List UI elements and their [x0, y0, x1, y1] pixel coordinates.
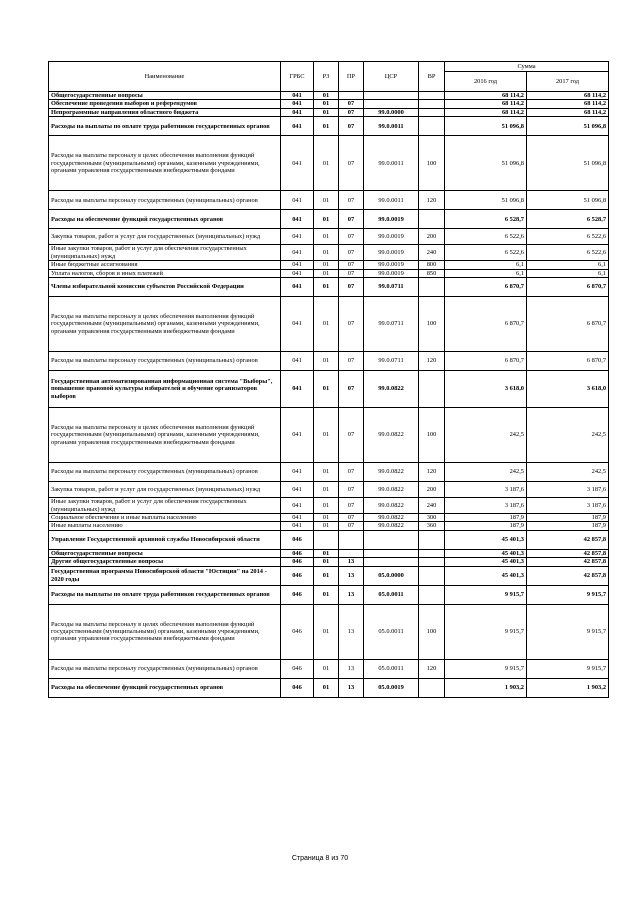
cell-2017: 242,5: [527, 463, 609, 482]
table-row: [49, 261, 609, 269]
cell-2016: 3 187,6: [445, 498, 527, 514]
cell-rz: 01: [314, 585, 339, 604]
table-row: [49, 530, 609, 549]
cell-csr: 99.0.0019: [364, 269, 419, 277]
cell-2017: 42 857,8: [527, 558, 609, 566]
cell-pr: 07: [339, 463, 364, 482]
cell-grbs: 046: [281, 530, 314, 549]
cell-2017: 187,9: [527, 514, 609, 522]
header-csr: ЦСР: [364, 62, 419, 92]
cell-2017: 3 187,6: [527, 482, 609, 498]
cell-vr: [419, 566, 445, 585]
cell-2016: 6,1: [445, 261, 527, 269]
cell-2016: 6 870,7: [445, 278, 527, 297]
cell-2016: 242,5: [445, 408, 527, 463]
cell-2017: 1 903,2: [527, 678, 609, 697]
cell-name: Государственная автоматизированная информационная система "Выборы", повышение правовой культуры избирателей и обучение организаторов выборов: [49, 371, 281, 408]
cell-pr: 07: [339, 261, 364, 269]
cell-pr: 07: [339, 522, 364, 530]
cell-pr: 13: [339, 659, 364, 678]
cell-grbs: 041: [281, 352, 314, 371]
cell-vr: [419, 530, 445, 549]
cell-grbs: 046: [281, 549, 314, 557]
cell-csr: 99.0.0822: [364, 498, 419, 514]
table-row: [49, 108, 609, 116]
cell-csr: 99.0.0011: [364, 191, 419, 210]
cell-2016: 45 401,3: [445, 530, 527, 549]
cell-grbs: 041: [281, 297, 314, 352]
cell-2017: 242,5: [527, 408, 609, 463]
cell-2017: 42 857,8: [527, 530, 609, 549]
cell-2017: 6,1: [527, 269, 609, 277]
cell-name: Непрограммные направления областного бюджета: [49, 108, 281, 116]
table-row: [49, 678, 609, 697]
cell-2017: 9 915,7: [527, 604, 609, 659]
table-row: [49, 210, 609, 229]
cell-rz: 01: [314, 278, 339, 297]
cell-pr: 07: [339, 352, 364, 371]
table-row: [49, 229, 609, 245]
table-row: [49, 566, 609, 585]
cell-rz: 01: [314, 261, 339, 269]
cell-rz: 01: [314, 498, 339, 514]
cell-rz: 01: [314, 229, 339, 245]
cell-name: Уплата налогов, сборов и иных платежей: [49, 269, 281, 277]
cell-rz: 01: [314, 108, 339, 116]
cell-2016: 3 618,0: [445, 371, 527, 408]
cell-grbs: 041: [281, 408, 314, 463]
cell-name: Расходы на обеспечение функций государственных органов: [49, 210, 281, 229]
cell-vr: [419, 558, 445, 566]
cell-rz: 01: [314, 269, 339, 277]
table-row: [49, 558, 609, 566]
cell-2016: 51 096,8: [445, 117, 527, 136]
cell-rz: 01: [314, 92, 339, 100]
cell-csr: 99.0.0019: [364, 210, 419, 229]
table-row: [49, 659, 609, 678]
cell-vr: 850: [419, 269, 445, 277]
header-2017: 2017 год: [527, 72, 609, 92]
cell-csr: 99.0.0711: [364, 297, 419, 352]
header-vr: ВР: [419, 62, 445, 92]
cell-name: Закупка товаров, работ и услуг для государственных (муниципальных) нужд: [49, 229, 281, 245]
cell-2016: 6 522,6: [445, 229, 527, 245]
cell-name: Управление Государственной архивной службы Новосибирской области: [49, 530, 281, 549]
cell-pr: 07: [339, 191, 364, 210]
cell-csr: 05.0.0019: [364, 678, 419, 697]
cell-2016: 6 870,7: [445, 297, 527, 352]
cell-grbs: 046: [281, 585, 314, 604]
cell-pr: 07: [339, 229, 364, 245]
cell-2017: 6 870,7: [527, 278, 609, 297]
table-row: [49, 549, 609, 557]
cell-grbs: 041: [281, 371, 314, 408]
cell-rz: 01: [314, 659, 339, 678]
cell-vr: 100: [419, 136, 445, 191]
cell-pr: 13: [339, 566, 364, 585]
cell-csr: [364, 100, 419, 108]
cell-2017: 9 915,7: [527, 659, 609, 678]
cell-2017: 187,9: [527, 522, 609, 530]
cell-grbs: 046: [281, 659, 314, 678]
cell-2017: 6 522,6: [527, 229, 609, 245]
cell-grbs: 041: [281, 108, 314, 116]
cell-grbs: 041: [281, 261, 314, 269]
table-row: [49, 92, 609, 100]
cell-2017: 6 522,6: [527, 245, 609, 261]
cell-2016: 6,1: [445, 269, 527, 277]
cell-2017: 68 114,2: [527, 108, 609, 116]
cell-2016: 187,9: [445, 522, 527, 530]
table-row: [49, 408, 609, 463]
cell-rz: 01: [314, 408, 339, 463]
cell-2016: 242,5: [445, 463, 527, 482]
cell-rz: 01: [314, 136, 339, 191]
table-row: [49, 278, 609, 297]
cell-2017: 6 870,7: [527, 352, 609, 371]
cell-vr: 360: [419, 522, 445, 530]
cell-csr: 99.0.0000: [364, 108, 419, 116]
cell-2016: 6 522,6: [445, 245, 527, 261]
cell-2017: 42 857,8: [527, 566, 609, 585]
cell-vr: 100: [419, 604, 445, 659]
cell-rz: 01: [314, 371, 339, 408]
header-pr: ПР: [339, 62, 364, 92]
cell-csr: 05.0.0011: [364, 659, 419, 678]
table-row: [49, 352, 609, 371]
cell-2017: 6,1: [527, 261, 609, 269]
table-row: [49, 604, 609, 659]
cell-grbs: 041: [281, 463, 314, 482]
cell-grbs: 041: [281, 117, 314, 136]
cell-grbs: 046: [281, 678, 314, 697]
cell-pr: 07: [339, 278, 364, 297]
cell-2017: 3 618,0: [527, 371, 609, 408]
cell-name: Социальное обеспечение и иные выплаты населению: [49, 514, 281, 522]
cell-2016: 9 915,7: [445, 585, 527, 604]
cell-vr: 800: [419, 261, 445, 269]
cell-name: Расходы на выплаты персоналу в целях обеспечения выполнения функций государственными (муниципальными) органами, казенными учреждениями, органами управления государственными внебюджетными фондами: [49, 136, 281, 191]
table-body: [49, 92, 609, 698]
cell-2016: 45 401,3: [445, 558, 527, 566]
cell-grbs: 041: [281, 191, 314, 210]
cell-csr: 99.0.0822: [364, 371, 419, 408]
cell-2016: 3 187,6: [445, 482, 527, 498]
cell-pr: 07: [339, 514, 364, 522]
cell-pr: 07: [339, 100, 364, 108]
cell-2017: 3 187,6: [527, 498, 609, 514]
cell-vr: 120: [419, 352, 445, 371]
cell-csr: [364, 92, 419, 100]
cell-vr: [419, 278, 445, 297]
cell-name: Расходы на выплаты по оплате труда работников государственных органов: [49, 117, 281, 136]
cell-grbs: 041: [281, 498, 314, 514]
cell-name: Другие общегосударственные вопросы: [49, 558, 281, 566]
cell-rz: 01: [314, 514, 339, 522]
cell-vr: 240: [419, 498, 445, 514]
cell-rz: 01: [314, 100, 339, 108]
cell-csr: 99.0.0019: [364, 261, 419, 269]
cell-csr: 99.0.0822: [364, 522, 419, 530]
cell-rz: 01: [314, 678, 339, 697]
cell-2016: 68 114,2: [445, 92, 527, 100]
header-2016: 2016 год: [445, 72, 527, 92]
cell-rz: 01: [314, 210, 339, 229]
cell-pr: 07: [339, 498, 364, 514]
cell-pr: 13: [339, 558, 364, 566]
cell-grbs: 041: [281, 514, 314, 522]
cell-pr: 07: [339, 482, 364, 498]
cell-pr: [339, 549, 364, 557]
cell-name: Расходы на обеспечение функций государственных органов: [49, 678, 281, 697]
table-row: [49, 117, 609, 136]
cell-pr: [339, 530, 364, 549]
cell-vr: [419, 210, 445, 229]
cell-name: Закупка товаров, работ и услуг для государственных (муниципальных) нужд: [49, 482, 281, 498]
cell-grbs: 041: [281, 245, 314, 261]
cell-csr: 99.0.0822: [364, 514, 419, 522]
cell-name: Общегосударственные вопросы: [49, 92, 281, 100]
header-sum: Сумма: [445, 62, 609, 72]
cell-vr: [419, 585, 445, 604]
cell-2017: 6 870,7: [527, 297, 609, 352]
cell-2016: 1 903,2: [445, 678, 527, 697]
cell-csr: 99.0.0711: [364, 278, 419, 297]
cell-2017: 51 096,8: [527, 191, 609, 210]
cell-rz: 01: [314, 522, 339, 530]
cell-csr: 05.0.0011: [364, 585, 419, 604]
cell-pr: 07: [339, 136, 364, 191]
table-row: [49, 514, 609, 522]
cell-name: Иные бюджетные ассигнования: [49, 261, 281, 269]
cell-2016: 68 114,2: [445, 100, 527, 108]
cell-pr: 13: [339, 585, 364, 604]
cell-name: Иные выплаты населению: [49, 522, 281, 530]
cell-csr: [364, 530, 419, 549]
cell-rz: 01: [314, 604, 339, 659]
page-number: Страница 8 из 70: [291, 855, 349, 862]
cell-grbs: 041: [281, 92, 314, 100]
table-row: [49, 269, 609, 277]
cell-grbs: 041: [281, 136, 314, 191]
cell-csr: 99.0.0822: [364, 408, 419, 463]
cell-2017: 9 915,7: [527, 585, 609, 604]
cell-pr: 07: [339, 108, 364, 116]
cell-2016: 51 096,8: [445, 136, 527, 191]
cell-pr: 07: [339, 210, 364, 229]
cell-grbs: 046: [281, 558, 314, 566]
cell-grbs: 041: [281, 269, 314, 277]
cell-rz: 01: [314, 558, 339, 566]
cell-name: Расходы на выплаты персоналу государственных (муниципальных) органов: [49, 352, 281, 371]
cell-name: Обеспечение проведения выборов и референдумов: [49, 100, 281, 108]
cell-pr: 07: [339, 297, 364, 352]
cell-vr: 120: [419, 659, 445, 678]
budget-table: [48, 61, 609, 698]
cell-2016: 45 401,3: [445, 549, 527, 557]
cell-name: Расходы на выплаты персоналу государственных (муниципальных) органов: [49, 659, 281, 678]
cell-csr: [364, 549, 419, 557]
cell-pr: [339, 92, 364, 100]
cell-2016: 51 096,8: [445, 191, 527, 210]
cell-2016: 9 915,7: [445, 659, 527, 678]
cell-pr: 13: [339, 604, 364, 659]
cell-rz: 01: [314, 352, 339, 371]
cell-pr: 07: [339, 269, 364, 277]
cell-2017: 51 096,8: [527, 117, 609, 136]
cell-2017: 68 114,2: [527, 92, 609, 100]
cell-name: Расходы на выплаты персоналу в целях обеспечения выполнения функций государственными (муниципальными) органами, казенными учреждениями, органами управления государственными внебюджетными фондами: [49, 297, 281, 352]
table-row: [49, 482, 609, 498]
cell-grbs: 041: [281, 210, 314, 229]
table-row: [49, 191, 609, 210]
cell-vr: 200: [419, 229, 445, 245]
cell-2016: 6 528,7: [445, 210, 527, 229]
cell-2017: 6 528,7: [527, 210, 609, 229]
cell-csr: 99.0.0822: [364, 463, 419, 482]
cell-name: Государственная программа Новосибирской области "Юстиция" на 2014 - 2020 годы: [49, 566, 281, 585]
cell-vr: [419, 678, 445, 697]
cell-vr: [419, 549, 445, 557]
cell-rz: [314, 530, 339, 549]
cell-csr: 05.0.0011: [364, 604, 419, 659]
cell-name: Члены избирательной комиссии субъектов Российской Федерации: [49, 278, 281, 297]
cell-2016: 6 870,7: [445, 352, 527, 371]
cell-vr: 120: [419, 191, 445, 210]
cell-name: Расходы на выплаты по оплате труда работников государственных органов: [49, 585, 281, 604]
cell-grbs: 041: [281, 278, 314, 297]
cell-pr: 07: [339, 245, 364, 261]
cell-vr: 240: [419, 245, 445, 261]
cell-vr: [419, 371, 445, 408]
cell-csr: 99.0.0011: [364, 136, 419, 191]
cell-csr: 99.0.0711: [364, 352, 419, 371]
cell-vr: [419, 117, 445, 136]
cell-vr: 120: [419, 463, 445, 482]
header-rz: РЗ: [314, 62, 339, 92]
table-row: [49, 371, 609, 408]
cell-rz: 01: [314, 463, 339, 482]
cell-name: Иные закупки товаров, работ и услуг для обеспечения государственных (муниципальных) нужд: [49, 498, 281, 514]
cell-name: Расходы на выплаты персоналу в целях обеспечения выполнения функций государственными (муниципальными) органами, казенными учреждениями, органами управления государственными внебюджетными фондами: [49, 408, 281, 463]
cell-grbs: 046: [281, 604, 314, 659]
cell-rz: 01: [314, 566, 339, 585]
cell-vr: 100: [419, 297, 445, 352]
table-row: [49, 100, 609, 108]
cell-name: Общегосударственные вопросы: [49, 549, 281, 557]
table-row: [49, 522, 609, 530]
cell-name: Расходы на выплаты персоналу государственных (муниципальных) органов: [49, 191, 281, 210]
document-page: [48, 61, 608, 698]
cell-grbs: 041: [281, 229, 314, 245]
cell-pr: 07: [339, 117, 364, 136]
cell-grbs: 041: [281, 522, 314, 530]
cell-pr: 13: [339, 678, 364, 697]
cell-2016: 45 401,3: [445, 566, 527, 585]
cell-vr: [419, 92, 445, 100]
cell-rz: 01: [314, 482, 339, 498]
cell-csr: 99.0.0822: [364, 482, 419, 498]
table-header: [49, 62, 609, 92]
cell-rz: 01: [314, 117, 339, 136]
cell-vr: 300: [419, 514, 445, 522]
cell-csr: [364, 558, 419, 566]
header-name: Наименование: [49, 62, 281, 92]
cell-name: Расходы на выплаты персоналу в целях обеспечения выполнения функций государственными (муниципальными) органами, казенными учреждениями, органами управления государственными внебюджетными фондами: [49, 604, 281, 659]
cell-vr: [419, 108, 445, 116]
cell-grbs: 041: [281, 100, 314, 108]
cell-2016: 68 114,2: [445, 108, 527, 116]
table-row: [49, 498, 609, 514]
cell-vr: 100: [419, 408, 445, 463]
cell-2017: 68 114,2: [527, 100, 609, 108]
cell-rz: 01: [314, 549, 339, 557]
table-row: [49, 245, 609, 261]
cell-2016: 187,9: [445, 514, 527, 522]
table-row: [49, 136, 609, 191]
table-row: [49, 585, 609, 604]
cell-name: Расходы на выплаты персоналу государственных (муниципальных) органов: [49, 463, 281, 482]
cell-2017: 42 857,8: [527, 549, 609, 557]
cell-csr: 05.0.0000: [364, 566, 419, 585]
cell-vr: [419, 100, 445, 108]
cell-grbs: 046: [281, 566, 314, 585]
cell-name: Иные закупки товаров, работ и услуг для обеспечения государственных (муниципальных) нужд: [49, 245, 281, 261]
cell-2017: 51 096,8: [527, 136, 609, 191]
header-grbs: ГРБС: [281, 62, 314, 92]
cell-csr: 99.0.0019: [364, 229, 419, 245]
cell-vr: 200: [419, 482, 445, 498]
cell-rz: 01: [314, 297, 339, 352]
table-row: [49, 297, 609, 352]
cell-2016: 9 915,7: [445, 604, 527, 659]
table-row: [49, 463, 609, 482]
cell-grbs: 041: [281, 482, 314, 498]
cell-rz: 01: [314, 245, 339, 261]
cell-csr: 99.0.0019: [364, 245, 419, 261]
cell-pr: 07: [339, 408, 364, 463]
cell-rz: 01: [314, 191, 339, 210]
cell-csr: 99.0.0011: [364, 117, 419, 136]
cell-pr: 07: [339, 371, 364, 408]
